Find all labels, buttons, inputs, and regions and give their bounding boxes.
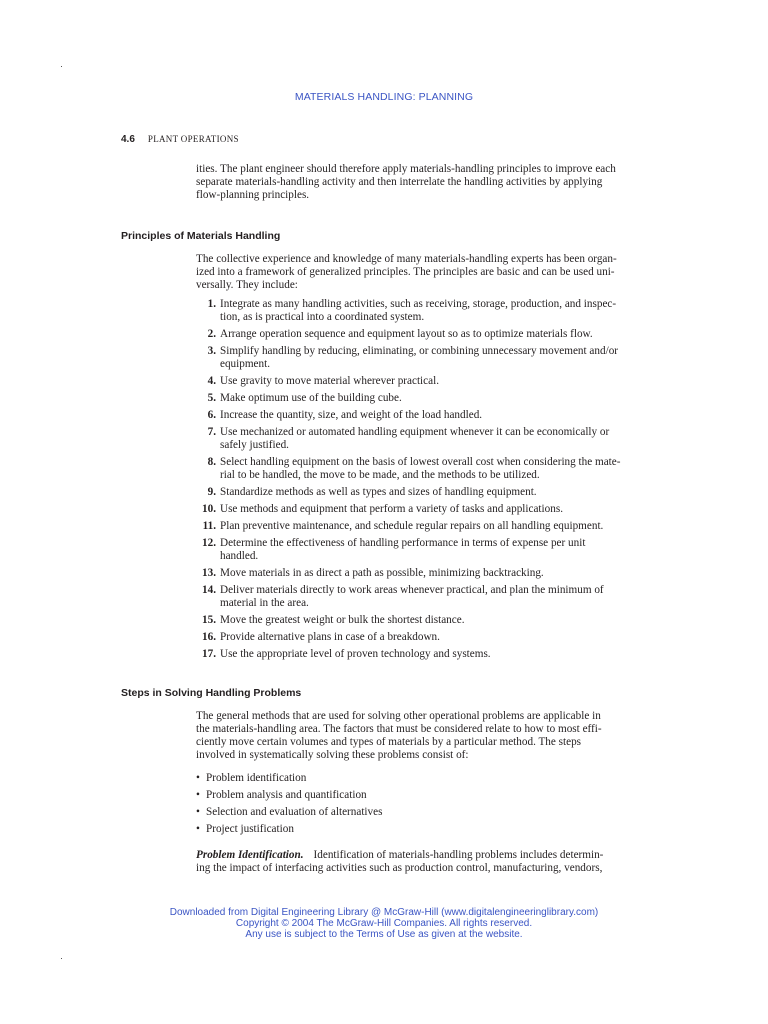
step-bullet-text: Problem identification	[206, 772, 307, 784]
principle-number: 13.	[202, 567, 216, 579]
principles-list	[196, 298, 647, 665]
principles-intro: The collective experience and knowledge of many materials-handling experts has been organ- ized into a framework of generalized principles. The principles are basic and can be used uni- versally. They include:	[196, 253, 617, 291]
principle-item	[196, 426, 647, 452]
principle-item	[196, 486, 647, 499]
steps-bullet-list	[196, 772, 647, 840]
steps-intro: The general methods that are used for solving other operational problems are applicable in the materials-handling area. The factors that must be considered relate to how to most effi- ciently move certain volumes and types of materials by a particular method. The steps involved in systematically solving these problems consist of:	[196, 710, 602, 761]
principle-number: 16.	[202, 631, 216, 643]
principle-number: 12.	[202, 537, 216, 549]
bullet-icon: •	[196, 823, 200, 835]
step-bullet-text: Project justification	[206, 823, 294, 835]
principle-item	[196, 345, 647, 371]
step-bullet-item	[196, 789, 647, 802]
footer-terms-line: Any use is subject to the Terms of Use as given at the website.	[245, 929, 523, 940]
footer-copyright-line: Copyright © 2004 The McGraw-Hill Companies. All rights reserved.	[235, 918, 533, 929]
scan-dot-bottom	[61, 958, 62, 959]
principle-item	[196, 648, 647, 661]
principle-item	[196, 456, 647, 482]
principle-number: 11.	[202, 520, 216, 532]
principle-item	[196, 375, 647, 388]
principle-number: 15.	[202, 614, 216, 626]
bullet-icon: •	[196, 806, 200, 818]
principle-item	[196, 631, 647, 644]
principle-item	[196, 520, 647, 533]
problem-identification-paragraph	[196, 849, 647, 875]
principle-number: 14.	[202, 584, 216, 596]
principle-text: Move materials in as direct a path as possible, minimizing backtracking.	[220, 567, 544, 579]
step-bullet-item	[196, 806, 647, 819]
section-name: PLANT OPERATIONS	[147, 134, 239, 144]
principle-number: 4.	[207, 375, 216, 387]
principle-text: Integrate as many handling activities, such as receiving, storage, production, and inspec- tion, as is practical into a coordinated system.	[220, 298, 617, 323]
principle-number: 9.	[207, 486, 216, 498]
principle-item	[196, 537, 647, 563]
continuation-paragraph: ities. The plant engineer should therefore apply materials-handling principles to improve each separate materials-handling activity and then interrelate the handling activities by applying flow-planning principles.	[196, 163, 616, 201]
principle-number: 6.	[207, 409, 216, 421]
footer-download-line: Downloaded from Digital Engineering Library @ McGraw-Hill (www.digitalengineeringlibrary.com)	[169, 907, 599, 918]
principle-item	[196, 409, 647, 422]
principle-item	[196, 567, 647, 580]
bullet-icon: •	[196, 772, 200, 784]
principle-item	[196, 328, 647, 341]
folio	[121, 134, 239, 145]
principle-item	[196, 298, 647, 324]
principle-number: 2.	[207, 328, 216, 340]
principle-text: Provide alternative plans in case of a breakdown.	[220, 631, 440, 643]
steps-heading: Steps in Solving Handling Problems	[121, 687, 302, 699]
principles-heading: Principles of Materials Handling	[121, 230, 281, 242]
principle-number: 1.	[207, 298, 216, 310]
principle-number: 8.	[207, 456, 216, 468]
problem-identification-text-1: Identification of materials-handling problems includes determin-	[313, 849, 604, 861]
principle-text: Standardize methods as well as types and sizes of handling equipment.	[220, 486, 537, 498]
step-bullet-text: Selection and evaluation of alternatives	[206, 806, 383, 818]
principle-number: 17.	[202, 648, 216, 660]
page-number: 4.6	[121, 134, 135, 145]
principle-text: Deliver materials directly to work areas whenever practical, and plan the minimum of material in the area.	[220, 584, 604, 609]
running-head: MATERIALS HANDLING: PLANNING	[294, 91, 474, 103]
problem-identification-subhead: Problem Identification.	[196, 849, 304, 861]
principle-text: Simplify handling by reducing, eliminating, or combining unnecessary movement and/or equipment.	[220, 345, 619, 370]
step-bullet-text: Problem analysis and quantification	[206, 789, 367, 801]
principle-text: Select handling equipment on the basis of lowest overall cost when considering the mate- rial to be handled, the move to be made, and the methods to be utilized.	[220, 456, 621, 481]
principle-text: Use gravity to move material wherever practical.	[220, 375, 439, 387]
principle-text: Make optimum use of the building cube.	[220, 392, 402, 404]
principle-number: 10.	[202, 503, 216, 515]
download-footer	[160, 907, 608, 940]
principle-item	[196, 614, 647, 627]
bullet-icon: •	[196, 789, 200, 801]
principle-text: Use mechanized or automated handling equipment whenever it can be economically or safely justified.	[220, 426, 610, 451]
scan-dot-top	[61, 66, 62, 67]
step-bullet-item	[196, 823, 647, 836]
principle-text: Use the appropriate level of proven technology and systems.	[220, 648, 491, 660]
principle-number: 3.	[207, 345, 216, 357]
problem-identification-text-2: ing the impact of interfacing activities such as production control, manufacturing, vendors,	[196, 862, 603, 874]
principle-item	[196, 503, 647, 516]
principle-item	[196, 392, 647, 405]
principle-text: Plan preventive maintenance, and schedule regular repairs on all handling equipment.	[220, 520, 604, 532]
principle-text: Move the greatest weight or bulk the shortest distance.	[220, 614, 465, 626]
principle-text: Arrange operation sequence and equipment layout so as to optimize materials flow.	[220, 328, 593, 340]
principle-number: 5.	[207, 392, 216, 404]
principle-text: Increase the quantity, size, and weight of the load handled.	[220, 409, 483, 421]
principle-item	[196, 584, 647, 610]
principle-number: 7.	[207, 426, 216, 438]
step-bullet-item	[196, 772, 647, 785]
principle-text: Use methods and equipment that perform a variety of tasks and applications.	[220, 503, 563, 515]
principle-text: Determine the effectiveness of handling performance in terms of expense per unit handled.	[220, 537, 586, 562]
